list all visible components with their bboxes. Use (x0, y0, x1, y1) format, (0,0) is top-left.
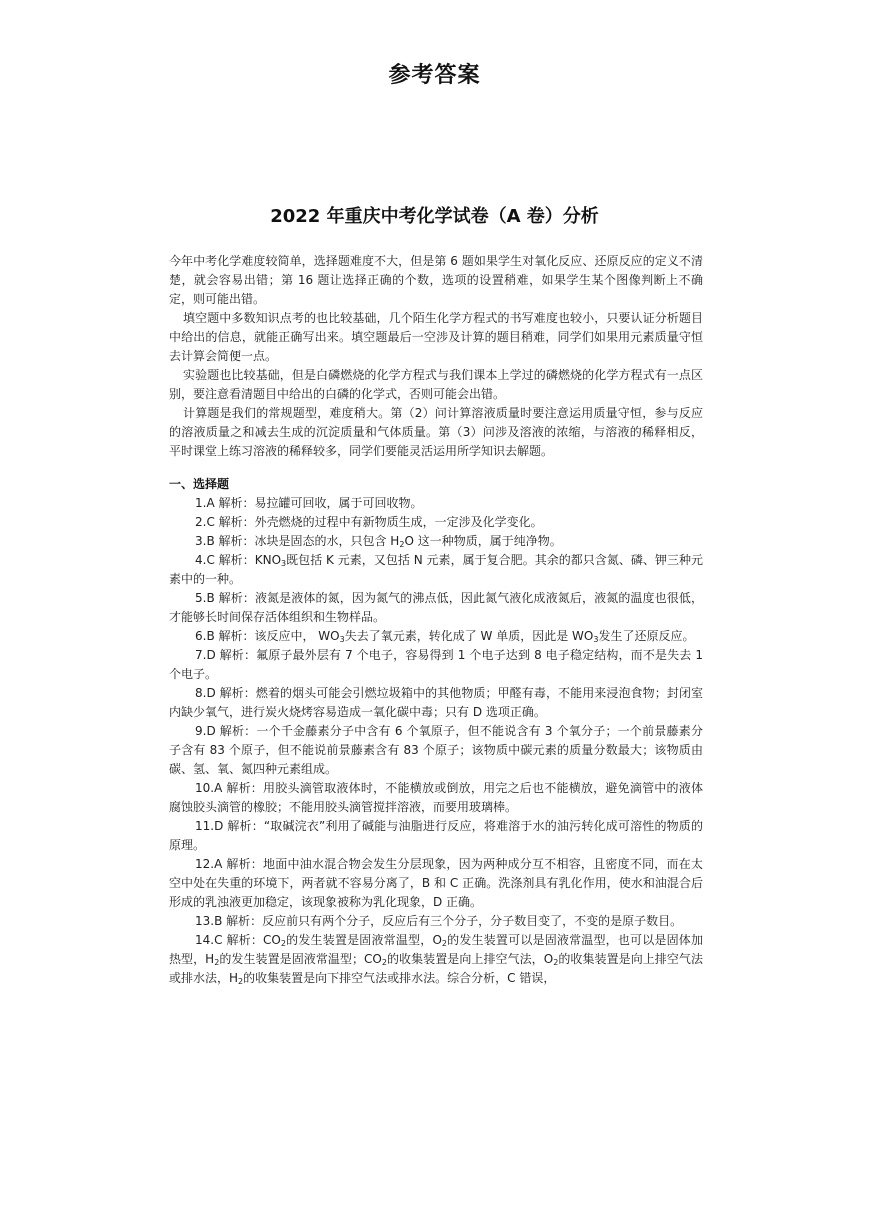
answer-3-text-a: 3.B 解析：冰块是固态的水，只包含 H (195, 534, 400, 548)
answer-14-text-2: 的发生装置是固液常温型，O (285, 933, 442, 947)
answer-2: 2.C 解析：外壳燃烧的过程中有新物质生成，一定涉及化学变化。 (195, 515, 543, 529)
answer-9: 9.D 解析：一个千金藤素分子中含有 6 个氧原子，但不能说含有 3 个氧分子；一个前景藤素分子含有 83 个原子，但不能说前景藤素含有 83 个原子；该物质中碳元素的质量分数最大；该物质由碳、氢、氧、氮四种元素组成。 (169, 724, 703, 776)
document-body (169, 252, 703, 988)
answer-1: 1.A 解析：易拉罐可回收，属于可回收物。 (195, 496, 423, 510)
intro-paragraph-4: 计算题是我们的常规题型，难度稍大。第（2）问计算溶液质量时要注意运用质量守恒，参与反应的溶液质量之和减去生成的沉淀质量和气体质量。第（3）问涉及溶液的浓缩，与溶液的稀释相反，平时课堂上练习溶液的稀释较多，同学们要能灵活运用所学知识去解题。 (169, 406, 703, 458)
answer-6-text-b: 失去了氧元素，转化成了 W 单质，因此是 WO (344, 629, 594, 643)
answer-6-text-c: 发生了还原反应。 (598, 629, 695, 643)
answer-4 (169, 551, 703, 589)
intro-paragraph-3: 实验题也比较基础，但是白磷燃烧的化学方程式与我们课本上学过的磷燃烧的化学方程式有一点区别，要注意看清题目中给出的白磷的化学式，否则可能会出错。 (169, 368, 703, 401)
answer-14-subscript-1: 2 (280, 939, 286, 948)
answer-4-text-a: 4.C 解析：KNO (195, 553, 282, 567)
answer-13: 13.B 解析：反应前只有两个分子，反应后有三个分子，分子数目变了，不变的是原子数目。 (195, 914, 683, 928)
answer-6 (169, 627, 703, 646)
answer-7: 7.D 解析：氟原子最外层有 7 个电子，容易得到 1 个电子达到 8 电子稳定结构，而不是失去 1 个电子。 (169, 648, 703, 681)
intro-paragraph-1: 今年中考化学难度较简单，选择题难度不大，但是第 6 题如果学生对氧化反应、还原反应的定义不清楚，就会容易出错；第 16 题让选择正确的个数，选项的设置稍难，如果学生某个图像判断上不确定，则可能出错。 (169, 254, 703, 306)
answer-8: 8.D 解析：燃着的烟头可能会引燃垃圾箱中的其他物质；甲醛有毒，不能用来浸泡食物；封闭室内缺少氧气，进行炭火烧烤容易造成一氧化碳中毒；只有 D 选项正确。 (169, 686, 703, 719)
answer-14-text-5: 的收集装置是向上排空气法，O (386, 952, 554, 966)
answer-3-subscript: 2 (399, 540, 405, 549)
section-heading: 一、选择题 (169, 477, 230, 491)
answer-3-text-b: O 这一种物质，属于纯净物。 (404, 534, 562, 548)
answer-14-text-7: 的收集装置是向下排空气法或排水法。综合分析，C 错误， (243, 971, 556, 985)
answer-4-subscript: 3 (281, 559, 287, 568)
answer-14-text-6: 的收集装置是向上排空气法或排水法，H (169, 952, 703, 985)
answer-14 (169, 931, 703, 988)
answer-14-subscript-5: 2 (553, 958, 559, 967)
page-title: 参考答案 (388, 63, 481, 88)
answer-14-subscript-3: 2 (214, 958, 220, 967)
answer-11: 11.D 解析：“取碱浣衣”利用了碱能与油脂进行反应，将难溶于水的油污转化成可溶性的物质的原理。 (169, 819, 703, 852)
answer-14-subscript-6: 2 (238, 977, 244, 986)
intro-paragraph-2: 填空题中多数知识点考的也比较基础，几个陌生化学方程式的书写难度也较小，只要认证分析题目中给出的信息，就能正确写出来。填空题最后一空涉及计算的题目稍难，同学们如果用元素质量守恒去计算会简便一点。 (169, 311, 703, 363)
answer-12: 12.A 解析：地面中油水混合物会发生分层现象，因为两种成分互不相容，且密度不同，而在太空中处在失重的环境下，两者就不容易分离了，B 和 C 正确。洗涤剂具有乳化作用，使水和油混合后形成的乳浊液更加稳定，该现象被称为乳化现象，D 正确。 (169, 857, 703, 909)
answer-14-subscript-2: 2 (441, 939, 447, 948)
intro-section (169, 252, 703, 461)
answer-6-text-a: 6.B 解析：该反应中， WO (195, 629, 340, 643)
answer-14-text-4: 的发生装置是固液常温型；CO (219, 952, 382, 966)
answer-list (169, 494, 703, 988)
answer-3 (169, 532, 703, 551)
answer-14-text-3: 的发生装置可以是固液常温型，也可以是固体加热型，H (169, 933, 703, 966)
answer-5: 5.B 解析：液氮是液体的氮，因为氮气的沸点低，因此氮气液化成液氮后，液氮的温度也很低，才能够长时间保存活体组织和生物样品。 (169, 591, 703, 624)
answer-10: 10.A 解析：用胶头滴管取液体时，不能横放或倒放，用完之后也不能横放，避免滴管中的液体腐蚀胶头滴管的橡胶；不能用胶头滴管搅拌溶液，而要用玻璃棒。 (169, 781, 703, 814)
document-subtitle: 2022 年重庆中考化学试卷（A 卷）分析 (270, 206, 599, 227)
answer-6-subscript-1: 3 (339, 635, 345, 644)
answer-14-text-1: 14.C 解析：CO (195, 933, 281, 947)
answer-6-subscript-2: 3 (593, 635, 599, 644)
answer-4-text-b: 既包括 K 元素，又包括 N 元素，属于复合肥。其余的都只含氮、磷、钾三种元素中的一种。 (169, 553, 704, 586)
answer-14-subscript-4: 2 (381, 958, 387, 967)
